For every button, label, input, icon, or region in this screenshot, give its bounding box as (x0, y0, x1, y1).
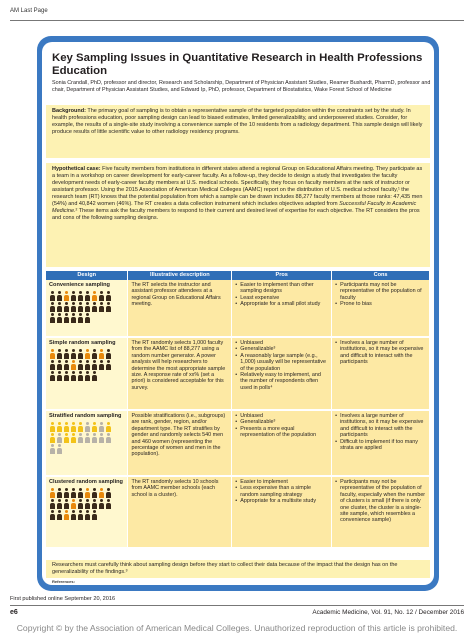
person-icon (77, 422, 83, 432)
person-icon (70, 433, 76, 443)
cons-cell (332, 280, 430, 337)
person-icon (77, 360, 83, 370)
person-icon (63, 302, 69, 312)
person-icon (56, 302, 62, 312)
pro-item: • Less expensive than a simple random sampling strategy (235, 485, 328, 498)
person-icon (105, 422, 111, 432)
design-name: Convenience sampling (49, 282, 110, 288)
person-icon (49, 313, 55, 323)
person-icon (84, 360, 90, 370)
person-icon (77, 291, 83, 301)
con-item: • Prone to bias (335, 301, 426, 307)
pros-cell (232, 280, 332, 337)
person-icon (63, 422, 69, 432)
person-icon (56, 313, 62, 323)
person-icon (105, 302, 111, 312)
pro-item: • Appropriate for a multisite study (235, 498, 328, 504)
person-icon (77, 371, 83, 381)
person-icon (84, 499, 90, 509)
design-name: Clustered random sampling (49, 479, 123, 485)
pro-item: • Relatively easy to implement, and the number of respondents often used in polls⁴ (235, 372, 328, 391)
person-icon (84, 488, 90, 498)
description-cell: Possible stratifications (i.e., subgroups) are rank, gender, region, and/or department type. The RT stratifies by gender and randomly selects 540 men and 460 women (representing the percentage of women and men in the population). (128, 410, 232, 476)
column-header-description: Illustrative description (128, 271, 232, 280)
person-icon (49, 371, 55, 381)
description-cell: The RT randomly selects 10 schools from AAMC member schools (each school is a cluster). (128, 476, 232, 548)
table-row (46, 337, 430, 410)
person-icon (105, 488, 111, 498)
person-icon (98, 422, 104, 432)
person-icon (56, 422, 62, 432)
person-icon (91, 349, 97, 359)
person-icon (91, 510, 97, 520)
author-line: Sonia Crandall, PhD, professor and director, Research and Scholarship, Department of Physician Assistant Studies, Reamer Bushardt, PharmD, professor and chair, Department of Physician Assistant Studies, and Edward Ip, PhD, professor, Department of Biostatistics, Wake Forest School of Medicine (52, 80, 431, 93)
pro-item: • Least expensive (235, 295, 328, 301)
case-text: Five faculty members from institutions in different states attend a regional Group on Educational Affairs meeting. They participate as a team in a workshop on career development for early-career faculty. As a follow-up, they decide to design a study that investigates the faculty development needs of early-career faculty members at U.S. medical schools. Specifically, they focus on faculty members at the rank of instructor or assistant professor. Using the 2015 Association of American Medical Colleges (AAMC) report on the distribution of U.S. medical school faculty,¹ the research team (RT) knows that the potential population from which a sample can be drawn includes 88,277 faculty members at those ranks: 47,435 men (54%) and 40,842 women (46%). The RT creates a data collection instrument which includes objectives adapted from (52, 166, 423, 207)
pros-cell (232, 476, 332, 548)
case-text-after: .² These items ask the faculty members to respond to their current and desired level of expertise for each objective. The RT considers the pros and cons of the following sampling designs. (52, 208, 420, 221)
person-icon (63, 360, 69, 370)
person-icon (98, 433, 104, 443)
table-header-row (46, 271, 430, 280)
page-number: e6 (10, 609, 18, 616)
hypothetical-case-section (46, 163, 430, 267)
person-icon (84, 371, 90, 381)
person-icon (49, 302, 55, 312)
case-book-title: Successful Faculty in Academic Medicine (52, 201, 417, 214)
person-icon (70, 349, 76, 359)
person-icon (91, 433, 97, 443)
people-icons (49, 291, 111, 323)
person-icon (91, 422, 97, 432)
person-icon (63, 313, 69, 323)
description-cell: The RT randomly selects 1,000 faculty from the AAMC list of 88,277 using a random number generator. A power analysis will help researchers to determine the most appropriate sample size. A response rate of xx% (set a priori) is considered acceptable for this survey. (128, 337, 232, 410)
person-icon (70, 371, 76, 381)
person-icon (49, 349, 55, 359)
cons-cell (332, 337, 430, 410)
person-icon (56, 499, 62, 509)
con-item: • Involves a large number of institutions, so it may be expensive and difficult to interact with the participants (335, 413, 426, 439)
person-icon (70, 302, 76, 312)
person-icon (56, 360, 62, 370)
design-name: Stratified random sampling (49, 413, 122, 419)
person-icon (84, 313, 90, 323)
person-icon (56, 349, 62, 359)
pro-item: • Unbiased (235, 413, 328, 419)
person-icon (77, 488, 83, 498)
person-icon (105, 349, 111, 359)
person-icon (77, 499, 83, 509)
pro-item: • Presents a more equal representation of the population (235, 426, 328, 439)
pro-item: • Easier to implement (235, 479, 328, 485)
pro-item: • Appropriate for a small pilot study (235, 301, 328, 307)
person-icon (84, 510, 90, 520)
running-head: AM Last Page (10, 8, 48, 14)
person-icon (70, 510, 76, 520)
pro-item: • Generalizable³ (235, 419, 328, 425)
person-icon (98, 360, 104, 370)
person-icon (84, 422, 90, 432)
header-rule (10, 20, 464, 21)
description-cell: The RT selects the instructor and assistant professor attendees at a regional Group on Educational Affairs meeting. (128, 280, 232, 337)
person-icon (63, 291, 69, 301)
person-icon (49, 422, 55, 432)
person-icon (105, 433, 111, 443)
people-icons (49, 488, 111, 520)
person-icon (105, 499, 111, 509)
person-icon (98, 488, 104, 498)
person-icon (84, 291, 90, 301)
person-icon (56, 291, 62, 301)
person-icon (91, 302, 97, 312)
design-cell (46, 410, 128, 476)
people-icons (49, 422, 111, 454)
table-row (46, 280, 430, 337)
column-header-design: Design (46, 271, 128, 280)
person-icon (49, 510, 55, 520)
person-icon (49, 433, 55, 443)
references-heading: References: (52, 579, 75, 584)
person-icon (91, 499, 97, 509)
table-row (46, 476, 430, 548)
person-icon (84, 349, 90, 359)
person-icon (77, 510, 83, 520)
person-icon (70, 499, 76, 509)
table-row (46, 410, 430, 476)
article-title: Key Sampling Issues in Quantitative Research in Health Professions Education (52, 52, 423, 77)
person-icon (105, 360, 111, 370)
design-name: Simple random sampling (49, 340, 116, 346)
background-label: Background: (52, 108, 86, 114)
pros-cell (232, 337, 332, 410)
person-icon (77, 433, 83, 443)
person-icon (56, 488, 62, 498)
cons-cell (332, 410, 430, 476)
pro-item: • Unbiased (235, 340, 328, 346)
person-icon (63, 499, 69, 509)
person-icon (98, 349, 104, 359)
person-icon (56, 510, 62, 520)
con-item: • Participants may not be representative of the population of faculty (335, 282, 426, 301)
journal-citation: Academic Medicine, Vol. 91, No. 12 / December 2016 (312, 609, 464, 616)
column-header-pros: Pros (232, 271, 332, 280)
article-panel (37, 36, 439, 591)
person-icon (63, 488, 69, 498)
person-icon (70, 291, 76, 301)
person-icon (98, 499, 104, 509)
sampling-design-table (46, 271, 430, 549)
person-icon (63, 349, 69, 359)
background-text: The primary goal of sampling is to obtain a representative sample of the targeted population within the constraints set by the study. In health professions education, poor sampling design can lead to biased estimates, limited generalizability, and underpowered studies. Consider, for example, the results of a single-site study involving a convenience sample of the 10 residents from a radiology department. This sample design will likely produce results of little scientific value to other radiology residency programs. (52, 108, 423, 135)
design-cell (46, 280, 128, 337)
footer-rule (10, 605, 464, 606)
person-icon (49, 488, 55, 498)
person-icon (91, 488, 97, 498)
con-item: • Difficult to implement if too many strata are applied (335, 439, 426, 452)
copyright-notice: Copyright © by the Association of American Medical Colleges. Unauthorized reproduction of this article is prohibited. (16, 623, 458, 633)
pro-item: • Easier to implement than other sampling designs (235, 282, 328, 295)
design-cell (46, 337, 128, 410)
person-icon (49, 360, 55, 370)
person-icon (56, 433, 62, 443)
person-icon (63, 371, 69, 381)
person-icon (63, 433, 69, 443)
publication-date: First published online September 20, 2016 (10, 596, 116, 602)
person-icon (98, 291, 104, 301)
design-cell (46, 476, 128, 548)
person-icon (70, 422, 76, 432)
person-icon (91, 360, 97, 370)
con-item: • Participants may not be representative of the population of faculty, especially when the number of clusters is small (if there is only one cluster, the cluster is a single-site sample, which resembles a convenience sample) (335, 479, 426, 524)
background-section (46, 105, 430, 158)
person-icon (84, 433, 90, 443)
pro-item: • A reasonably large sample (e.g., 1,000) usually will be representative of the population (235, 353, 328, 372)
column-header-cons: Cons (332, 271, 430, 280)
person-icon (77, 349, 83, 359)
person-icon (105, 291, 111, 301)
person-icon (91, 371, 97, 381)
people-icons (49, 349, 111, 381)
person-icon (49, 444, 55, 454)
conclusion-note: Researchers must carefully think about sampling design before they start to collect their data because of the impact that the design has on the generalizability of the findings.³ (46, 560, 430, 578)
person-icon (63, 510, 69, 520)
case-label: Hypothetical case: (52, 166, 101, 172)
panel-content (42, 42, 434, 585)
pros-cell (232, 410, 332, 476)
person-icon (56, 371, 62, 381)
person-icon (49, 499, 55, 509)
pro-item: • Generalizable³ (235, 346, 328, 352)
person-icon (70, 313, 76, 323)
person-icon (56, 444, 62, 454)
person-icon (98, 302, 104, 312)
person-icon (70, 488, 76, 498)
person-icon (49, 291, 55, 301)
person-icon (91, 291, 97, 301)
cons-cell (332, 476, 430, 548)
person-icon (77, 302, 83, 312)
person-icon (84, 302, 90, 312)
references (46, 580, 430, 585)
person-icon (70, 360, 76, 370)
person-icon (77, 313, 83, 323)
con-item: • Involves a large number of institutions, so it may be expensive and difficult to interact with the participants (335, 340, 426, 366)
